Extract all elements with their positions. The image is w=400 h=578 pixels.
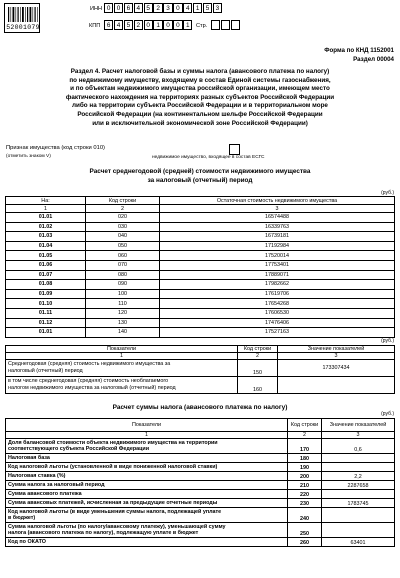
tax-row (6, 463, 395, 472)
tax-label-cell (6, 523, 288, 538)
section-title-line: и по объектам недвижимого имущества российской организации, имеющем место (70, 85, 330, 93)
avg-table-wrap (5, 196, 395, 338)
indicators-table (5, 345, 395, 394)
property-sign-hint: (отметить знаком V) (6, 154, 51, 159)
tax-row (6, 472, 395, 481)
indicator-code-cell: 160 (238, 377, 278, 394)
kpp-digit-cell[interactable]: 1 (183, 20, 192, 30)
tax-label-line: Код по ОКАТО (8, 538, 46, 545)
indicator-value-cell[interactable]: 173307434 (278, 360, 395, 377)
indicators-table-wrap (5, 345, 395, 394)
tax-value-cell[interactable] (322, 523, 395, 538)
avg-date-cell: 01.04 (6, 241, 86, 251)
tax-colnum: 2 (288, 432, 322, 439)
section-title (6, 68, 394, 128)
section-title-line: Российской Федерации (на континентальном шельфе Российской Федерации (77, 110, 323, 118)
tax-label-line: соответствующего субъекта Российской Федерации (8, 446, 150, 452)
indicator-label-cell (6, 360, 238, 377)
avg-code-cell: 080 (86, 270, 160, 280)
avg-code-cell: 110 (86, 299, 160, 309)
tax-row (6, 454, 395, 463)
inn-digit-cell[interactable]: 5 (203, 3, 212, 13)
ind-colnum: 2 (238, 353, 278, 360)
tax-row (6, 523, 395, 538)
tax-value-cell[interactable]: 2287658 (322, 481, 395, 490)
inn-digit-cell[interactable]: 5 (144, 3, 153, 13)
inn-digit-cell[interactable]: 0 (114, 3, 123, 13)
avg-value-cell[interactable]: 17889071 (160, 270, 395, 280)
tax-code-cell: 240 (288, 508, 322, 523)
avg-date-cell: 01.02 (6, 222, 86, 232)
avg-date-cell: 01.05 (6, 251, 86, 261)
section-title-line: либо на территории субъекта Российской Федерации и в территориальном море (72, 102, 328, 110)
tax-row (6, 481, 395, 490)
avg-date-cell: 01.09 (6, 289, 86, 299)
avg-code-cell: 020 (86, 213, 160, 223)
tax-table (5, 418, 395, 547)
tax-code-cell: 200 (288, 472, 322, 481)
avg-row (6, 222, 395, 232)
avg-row (6, 241, 395, 251)
tax-code-cell: 230 (288, 499, 322, 508)
avg-table (5, 196, 395, 338)
avg-value-cell[interactable]: 17520014 (160, 251, 395, 261)
page-digit-cell[interactable] (221, 20, 230, 30)
avg-title-line: за налоговый (отчетный) период (147, 176, 253, 184)
indicators-unit: (руб.) (381, 338, 394, 344)
tax-label-line: Сумма налоговой льготы (по налогу/авансовому платежу), уменьшающей сумму (8, 523, 226, 530)
tax-header-value: Значение показателей (322, 419, 395, 432)
tax-value-cell[interactable]: 63401 (322, 538, 395, 547)
avg-row (6, 318, 395, 328)
kpp-field[interactable] (104, 20, 192, 30)
avg-row (6, 289, 395, 299)
property-sign-option-label: недвижимое имущество, входящее в состав ЕСГС (152, 155, 265, 160)
kpp-digit-cell[interactable]: 0 (144, 20, 153, 30)
ind-colnum: 1 (6, 353, 238, 360)
avg-date-cell: 01.01 (6, 328, 86, 338)
tax-label-cell (6, 508, 288, 523)
avg-value-cell[interactable]: 17654268 (160, 299, 395, 309)
tax-code-cell: 250 (288, 523, 322, 538)
tax-label-line: Сумма налога за налоговый период (8, 481, 105, 488)
avg-code-cell: 090 (86, 280, 160, 290)
avg-row (6, 299, 395, 309)
inn-digit-cell[interactable]: 0 (104, 3, 113, 13)
page-number-field[interactable] (211, 20, 240, 30)
indicator-code-cell: 150 (238, 360, 278, 377)
avg-section-title (6, 168, 394, 186)
avg-value-cell[interactable]: 17606530 (160, 308, 395, 318)
ind-colnum: 3 (278, 353, 395, 360)
avg-date-cell: 01.10 (6, 299, 86, 309)
avg-date-cell: 01.11 (6, 308, 86, 318)
tax-code-cell: 180 (288, 454, 322, 463)
tax-code-cell: 170 (288, 439, 322, 454)
avg-colnum: 1 (6, 205, 86, 213)
avg-row (6, 308, 395, 318)
kpp-digit-cell[interactable]: 0 (163, 20, 172, 30)
avg-value-cell[interactable]: 17192984 (160, 241, 395, 251)
section-title-line: по недвижимому имуществу, входящему в состав Единой системы газоснабжения, (69, 76, 331, 84)
kpp-digit-cell[interactable]: 1 (153, 20, 162, 30)
avg-date-cell: 01.12 (6, 318, 86, 328)
inn-label: ИНН (90, 6, 103, 12)
ind-header-label: Показатели (6, 346, 238, 353)
indicator-label-line: в том числе среднегодовая (средняя) стоимость необлагаемого (8, 378, 169, 384)
kpp-digit-cell[interactable]: 0 (173, 20, 182, 30)
tax-label-cell (6, 463, 288, 472)
avg-code-cell: 060 (86, 251, 160, 261)
tax-value-cell[interactable] (322, 490, 395, 499)
tax-code-cell: 210 (288, 481, 322, 490)
avg-unit: (руб.) (381, 190, 394, 196)
avg-value-cell[interactable]: 16574488 (160, 213, 395, 223)
tax-header-code: Код строки (288, 419, 322, 432)
kpp-digit-cell[interactable]: 5 (124, 20, 133, 30)
indicator-label-line: налогом недвижимого имущества за налоговый (отчетный) период (8, 385, 176, 391)
avg-row (6, 260, 395, 270)
tax-value-cell[interactable] (322, 508, 395, 523)
indicator-label-line: Среднегодовая (средняя) стоимость недвижимого имущества за (8, 361, 171, 367)
avg-row (6, 213, 395, 223)
tax-row (6, 499, 395, 508)
tax-code-cell: 220 (288, 490, 322, 499)
tax-label-line: Сумма авансовых платежей, исчисленная за предыдущие отчетные периоды (8, 499, 218, 506)
avg-row (6, 328, 395, 338)
property-sign-checkbox[interactable] (229, 144, 240, 155)
avg-row (6, 280, 395, 290)
avg-value-cell[interactable]: 17619706 (160, 289, 395, 299)
tax-label-line: Налоговая ставка (%) (8, 472, 66, 479)
barcode-number: 52001079 (6, 24, 40, 31)
avg-code-cell: 030 (86, 222, 160, 232)
tax-value-cell[interactable] (322, 454, 395, 463)
avg-header-date: На: (6, 197, 86, 205)
avg-value-cell[interactable]: 17753401 (160, 260, 395, 270)
tax-value-cell[interactable] (322, 463, 395, 472)
indicator-row (6, 377, 395, 394)
avg-code-cell: 130 (86, 318, 160, 328)
tax-colnum: 1 (6, 432, 288, 439)
avg-value-cell[interactable]: 17527163 (160, 328, 395, 338)
property-sign-label: Признак имущества (код строки 010) (6, 145, 105, 151)
form-barcode (4, 3, 40, 33)
page-digit-cell[interactable] (211, 20, 220, 30)
kpp-digit-cell[interactable]: 6 (104, 20, 113, 30)
avg-value-cell[interactable]: 17982662 (160, 280, 395, 290)
form-knd-label: Форма по КНД 1152001 (324, 47, 394, 54)
inn-digit-cell[interactable]: 2 (153, 3, 162, 13)
avg-row (6, 232, 395, 242)
indicator-value-cell[interactable] (278, 377, 395, 394)
tax-label-line: налога (авансового платежа по налогу), подлежащую уплате в бюджет (8, 530, 199, 536)
avg-colnum: 2 (86, 205, 160, 213)
tax-unit: (руб.) (381, 411, 394, 417)
avg-code-cell: 100 (86, 289, 160, 299)
avg-header-code: Код строки (86, 197, 160, 205)
tax-section-title: Расчет суммы налога (авансового платежа по налогу) (112, 404, 288, 411)
tax-colnum: 3 (322, 432, 395, 439)
tax-value-cell[interactable]: 0,6 (322, 439, 395, 454)
page-digit-cell[interactable] (231, 20, 240, 30)
avg-code-cell: 070 (86, 260, 160, 270)
avg-code-cell: 050 (86, 241, 160, 251)
avg-value-cell[interactable]: 17476406 (160, 318, 395, 328)
avg-title-line: Расчет среднегодовой (средней) стоимости недвижимого имущества (89, 168, 311, 175)
section-title-line: фактического нахождения на территориях разных субъектов Российской Федерации (65, 93, 335, 101)
avg-value-cell[interactable]: 16339763 (160, 222, 395, 232)
avg-code-cell: 140 (86, 328, 160, 338)
tax-row (6, 439, 395, 454)
tax-label-cell (6, 472, 288, 481)
inn-digit-cell[interactable]: 1 (193, 3, 202, 13)
tax-label-cell (6, 481, 288, 490)
tax-label-line: Сумма авансового платежа (8, 490, 82, 497)
kpp-digit-cell[interactable]: 2 (134, 20, 143, 30)
inn-digit-cell[interactable]: 4 (134, 3, 143, 13)
tax-row (6, 538, 395, 547)
tax-table-wrap (5, 418, 395, 547)
avg-row (6, 251, 395, 261)
avg-code-cell: 120 (86, 308, 160, 318)
ind-header-value: Значение показателей (278, 346, 395, 353)
tax-code-cell: 260 (288, 538, 322, 547)
avg-date-cell: 01.03 (6, 232, 86, 242)
inn-digit-cell[interactable]: 0 (173, 3, 182, 13)
indicator-row (6, 360, 395, 377)
avg-date-cell: 01.07 (6, 270, 86, 280)
indicator-label-cell (6, 377, 238, 394)
avg-row (6, 270, 395, 280)
avg-colnum: 3 (160, 205, 395, 213)
page-label: Стр. (196, 23, 208, 29)
tax-code-cell: 190 (288, 463, 322, 472)
inn-digit-cell[interactable]: 6 (124, 3, 133, 13)
tax-label-line: Код налоговой льготы (в виде уменьшения суммы налога, подлежащей уплате (8, 508, 222, 515)
tax-label-line: в бюджет) (8, 515, 36, 521)
tax-label-cell (6, 439, 288, 454)
tax-label-line: Код налоговой льготы (установленной в виде пониженной налоговой ставки) (8, 463, 218, 470)
avg-header-value: Остаточная стоимость недвижимого имущества (160, 197, 395, 205)
inn-field[interactable] (104, 3, 222, 13)
inn-digit-cell[interactable]: 3 (213, 3, 222, 13)
tax-header-label: Показатели (6, 419, 288, 432)
tax-row (6, 490, 395, 499)
avg-date-cell: 01.06 (6, 260, 86, 270)
indicator-label-line: налоговый (отчетный) период (8, 368, 83, 374)
tax-value-cell[interactable]: 1783745 (322, 499, 395, 508)
tax-label-cell (6, 490, 288, 499)
avg-value-cell[interactable]: 16739181 (160, 232, 395, 242)
tax-label-cell (6, 499, 288, 508)
tax-label-cell (6, 538, 288, 547)
kpp-label: КПП (89, 23, 101, 29)
ind-header-code: Код строки (238, 346, 278, 353)
section-code: Раздел 00004 (353, 56, 394, 63)
inn-digit-cell[interactable]: 3 (163, 3, 172, 13)
tax-value-cell[interactable]: 2,2 (322, 472, 395, 481)
section-title-line: Раздел 4. Расчет налоговой базы и суммы налога (авансового платежа по налогу) (70, 68, 330, 75)
avg-code-cell: 040 (86, 232, 160, 242)
tax-label-cell (6, 454, 288, 463)
kpp-digit-cell[interactable]: 4 (114, 20, 123, 30)
section-title-line: или в исключительной экономической зоне Российской Федерации) (92, 119, 308, 127)
tax-label-line: Доля балансовой стоимости объекта недвижимого имущества на территории (8, 439, 218, 446)
inn-digit-cell[interactable]: 4 (183, 3, 192, 13)
avg-date-cell: 01.08 (6, 280, 86, 290)
tax-row (6, 508, 395, 523)
tax-label-line: Налоговая база (8, 454, 50, 461)
avg-date-cell: 01.01 (6, 213, 86, 223)
